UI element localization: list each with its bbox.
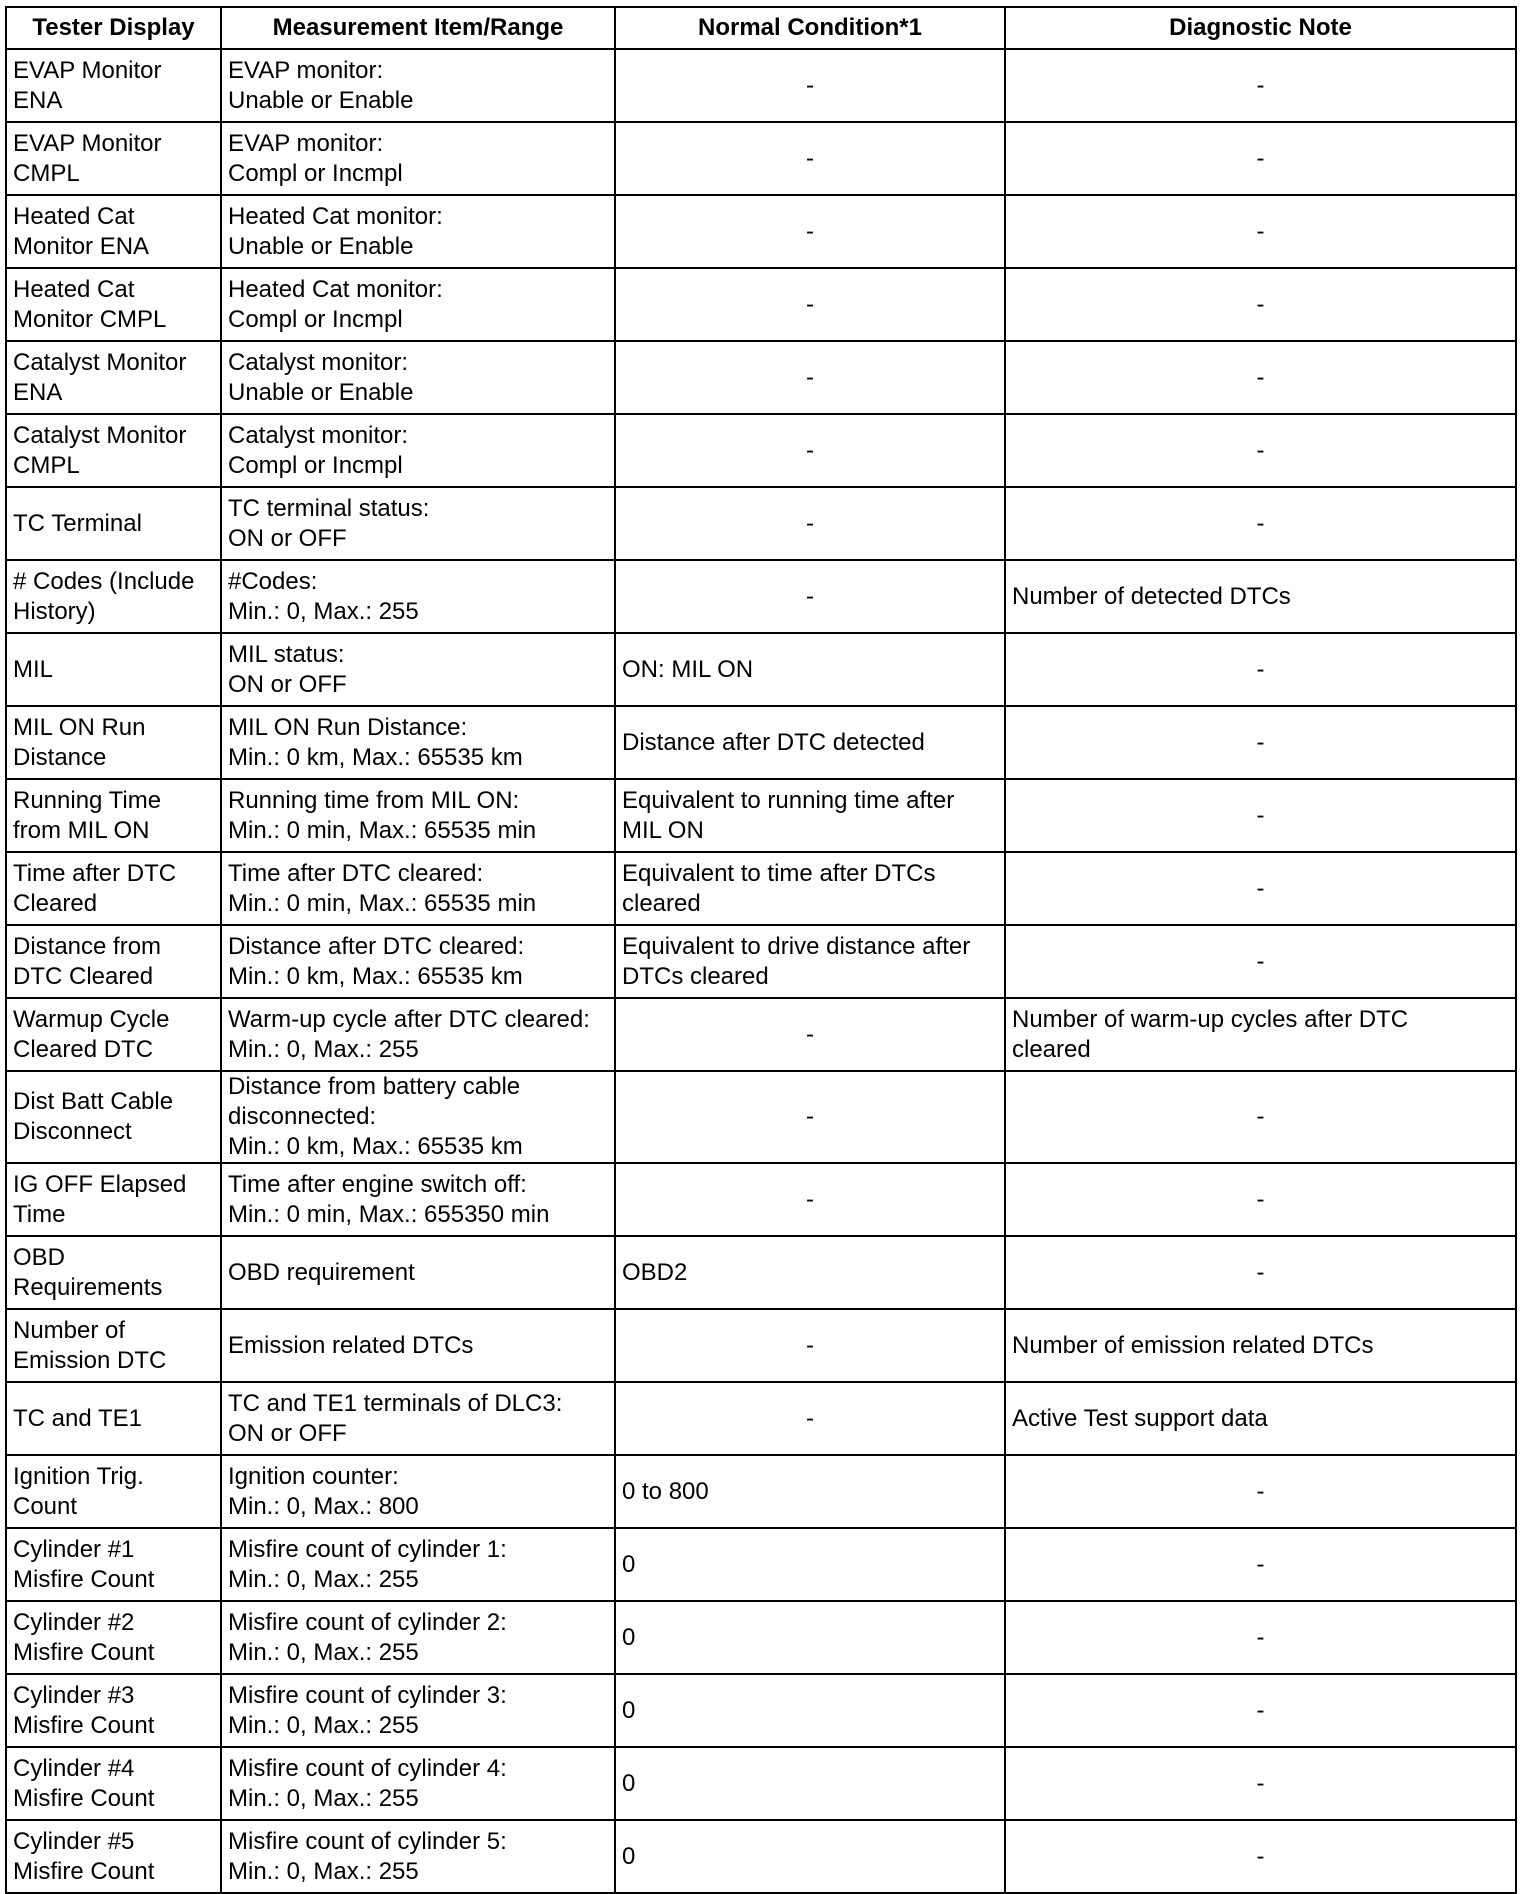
cell-normal-condition: OBD2 [615, 1236, 1005, 1309]
cell-measurement-item: Running time from MIL ON: Min.: 0 min, Max.: 65535 min [221, 779, 615, 852]
table-row [6, 1674, 1516, 1747]
cell-diagnostic-note: - [1005, 706, 1516, 779]
cell-tester-display: Cylinder #3 Misfire Count [6, 1674, 221, 1747]
table-row [6, 1601, 1516, 1674]
cell-diagnostic-note: - [1005, 633, 1516, 706]
cell-tester-display: Cylinder #2 Misfire Count [6, 1601, 221, 1674]
header-normal-condition: Normal Condition*1 [615, 7, 1005, 49]
cell-measurement-item: Ignition counter: Min.: 0, Max.: 800 [221, 1455, 615, 1528]
cell-measurement-item: MIL ON Run Distance: Min.: 0 km, Max.: 65535 km [221, 706, 615, 779]
cell-normal-condition: - [615, 122, 1005, 195]
cell-measurement-item: Emission related DTCs [221, 1309, 615, 1382]
cell-measurement-item: Warm-up cycle after DTC cleared: Min.: 0, Max.: 255 [221, 998, 615, 1071]
cell-diagnostic-note: - [1005, 925, 1516, 998]
cell-diagnostic-note: - [1005, 1820, 1516, 1893]
table-row [6, 998, 1516, 1071]
table-row [6, 341, 1516, 414]
table-body [6, 49, 1516, 1893]
cell-normal-condition: - [615, 414, 1005, 487]
cell-diagnostic-note: Active Test support data [1005, 1382, 1516, 1455]
header-measurement-item-range: Measurement Item/Range [221, 7, 615, 49]
header-tester-display: Tester Display [6, 7, 221, 49]
table-row [6, 1071, 1516, 1163]
cell-measurement-item: Heated Cat monitor: Compl or Incmpl [221, 268, 615, 341]
table-row [6, 633, 1516, 706]
table-row [6, 779, 1516, 852]
cell-measurement-item: Misfire count of cylinder 3: Min.: 0, Max.: 255 [221, 1674, 615, 1747]
cell-normal-condition: - [615, 1309, 1005, 1382]
table-header-row [6, 7, 1516, 49]
cell-diagnostic-note: - [1005, 49, 1516, 122]
cell-measurement-item: TC and TE1 terminals of DLC3: ON or OFF [221, 1382, 615, 1455]
cell-measurement-item: OBD requirement [221, 1236, 615, 1309]
cell-diagnostic-note: Number of warm-up cycles after DTC cleared [1005, 998, 1516, 1071]
cell-measurement-item: Time after DTC cleared: Min.: 0 min, Max.: 65535 min [221, 852, 615, 925]
cell-diagnostic-note: - [1005, 195, 1516, 268]
cell-measurement-item: Misfire count of cylinder 5: Min.: 0, Max.: 255 [221, 1820, 615, 1893]
cell-tester-display: Distance from DTC Cleared [6, 925, 221, 998]
table-row [6, 1309, 1516, 1382]
cell-normal-condition: Equivalent to drive distance after DTCs cleared [615, 925, 1005, 998]
cell-tester-display: Running Time from MIL ON [6, 779, 221, 852]
cell-diagnostic-note: - [1005, 1528, 1516, 1601]
cell-measurement-item: Misfire count of cylinder 2: Min.: 0, Max.: 255 [221, 1601, 615, 1674]
table-row [6, 1820, 1516, 1893]
cell-measurement-item: EVAP monitor: Unable or Enable [221, 49, 615, 122]
cell-diagnostic-note: - [1005, 1601, 1516, 1674]
table-row [6, 487, 1516, 560]
cell-measurement-item: Catalyst monitor: Unable or Enable [221, 341, 615, 414]
cell-diagnostic-note: - [1005, 1674, 1516, 1747]
cell-tester-display: OBD Requirements [6, 1236, 221, 1309]
cell-measurement-item: TC terminal status: ON or OFF [221, 487, 615, 560]
cell-diagnostic-note: Number of detected DTCs [1005, 560, 1516, 633]
cell-tester-display: IG OFF Elapsed Time [6, 1163, 221, 1236]
cell-normal-condition: - [615, 49, 1005, 122]
data-list-table [5, 6, 1517, 1894]
cell-tester-display: Time after DTC Cleared [6, 852, 221, 925]
cell-normal-condition: 0 [615, 1528, 1005, 1601]
cell-tester-display: TC and TE1 [6, 1382, 221, 1455]
cell-diagnostic-note: - [1005, 1163, 1516, 1236]
table-row [6, 195, 1516, 268]
cell-measurement-item: Misfire count of cylinder 1: Min.: 0, Max.: 255 [221, 1528, 615, 1601]
cell-normal-condition: ON: MIL ON [615, 633, 1005, 706]
cell-measurement-item: Distance after DTC cleared: Min.: 0 km, Max.: 65535 km [221, 925, 615, 998]
cell-normal-condition: - [615, 268, 1005, 341]
cell-normal-condition: - [615, 195, 1005, 268]
cell-normal-condition: - [615, 998, 1005, 1071]
cell-tester-display: MIL [6, 633, 221, 706]
cell-diagnostic-note: - [1005, 1071, 1516, 1163]
cell-tester-display: Heated Cat Monitor CMPL [6, 268, 221, 341]
cell-normal-condition: 0 [615, 1747, 1005, 1820]
cell-normal-condition: - [615, 1382, 1005, 1455]
cell-diagnostic-note: - [1005, 268, 1516, 341]
table-row [6, 1528, 1516, 1601]
cell-normal-condition: 0 to 800 [615, 1455, 1005, 1528]
cell-normal-condition: - [615, 1071, 1005, 1163]
data-list-table-container [5, 6, 1515, 1894]
cell-normal-condition: - [615, 487, 1005, 560]
cell-tester-display: Warmup Cycle Cleared DTC [6, 998, 221, 1071]
cell-normal-condition: Equivalent to time after DTCs cleared [615, 852, 1005, 925]
table-row [6, 122, 1516, 195]
table-row [6, 1382, 1516, 1455]
cell-normal-condition: - [615, 560, 1005, 633]
cell-tester-display: MIL ON Run Distance [6, 706, 221, 779]
cell-tester-display: Dist Batt Cable Disconnect [6, 1071, 221, 1163]
cell-tester-display: Number of Emission DTC [6, 1309, 221, 1382]
cell-measurement-item: Misfire count of cylinder 4: Min.: 0, Max.: 255 [221, 1747, 615, 1820]
header-diagnostic-note: Diagnostic Note [1005, 7, 1516, 49]
cell-tester-display: # Codes (Include History) [6, 560, 221, 633]
cell-measurement-item: Heated Cat monitor: Unable or Enable [221, 195, 615, 268]
cell-tester-display: EVAP Monitor CMPL [6, 122, 221, 195]
cell-measurement-item: Catalyst monitor: Compl or Incmpl [221, 414, 615, 487]
table-row [6, 852, 1516, 925]
cell-normal-condition: Equivalent to running time after MIL ON [615, 779, 1005, 852]
cell-tester-display: Catalyst Monitor ENA [6, 341, 221, 414]
cell-tester-display: Heated Cat Monitor ENA [6, 195, 221, 268]
table-row [6, 49, 1516, 122]
table-row [6, 1236, 1516, 1309]
cell-diagnostic-note: - [1005, 1236, 1516, 1309]
cell-diagnostic-note: - [1005, 1747, 1516, 1820]
cell-normal-condition: 0 [615, 1820, 1005, 1893]
cell-diagnostic-note: - [1005, 414, 1516, 487]
cell-diagnostic-note: - [1005, 122, 1516, 195]
cell-measurement-item: MIL status: ON or OFF [221, 633, 615, 706]
cell-diagnostic-note: - [1005, 487, 1516, 560]
table-row [6, 560, 1516, 633]
cell-tester-display: Ignition Trig. Count [6, 1455, 221, 1528]
cell-diagnostic-note: - [1005, 852, 1516, 925]
table-row [6, 1163, 1516, 1236]
cell-normal-condition: - [615, 1163, 1005, 1236]
cell-diagnostic-note: - [1005, 779, 1516, 852]
table-row [6, 706, 1516, 779]
cell-measurement-item: #Codes: Min.: 0, Max.: 255 [221, 560, 615, 633]
table-row [6, 268, 1516, 341]
cell-tester-display: EVAP Monitor ENA [6, 49, 221, 122]
cell-measurement-item: EVAP monitor: Compl or Incmpl [221, 122, 615, 195]
table-row [6, 925, 1516, 998]
cell-normal-condition: 0 [615, 1601, 1005, 1674]
table-row [6, 1455, 1516, 1528]
cell-normal-condition: - [615, 341, 1005, 414]
cell-normal-condition: 0 [615, 1674, 1005, 1747]
cell-tester-display: Cylinder #1 Misfire Count [6, 1528, 221, 1601]
table-row [6, 1747, 1516, 1820]
cell-measurement-item: Distance from battery cable disconnected: Min.: 0 km, Max.: 65535 km [221, 1071, 615, 1163]
cell-diagnostic-note: - [1005, 1455, 1516, 1528]
cell-tester-display: Catalyst Monitor CMPL [6, 414, 221, 487]
cell-tester-display: TC Terminal [6, 487, 221, 560]
cell-measurement-item: Time after engine switch off: Min.: 0 min, Max.: 655350 min [221, 1163, 615, 1236]
cell-diagnostic-note: - [1005, 341, 1516, 414]
cell-tester-display: Cylinder #4 Misfire Count [6, 1747, 221, 1820]
cell-tester-display: Cylinder #5 Misfire Count [6, 1820, 221, 1893]
cell-diagnostic-note: Number of emission related DTCs [1005, 1309, 1516, 1382]
table-row [6, 414, 1516, 487]
cell-normal-condition: Distance after DTC detected [615, 706, 1005, 779]
